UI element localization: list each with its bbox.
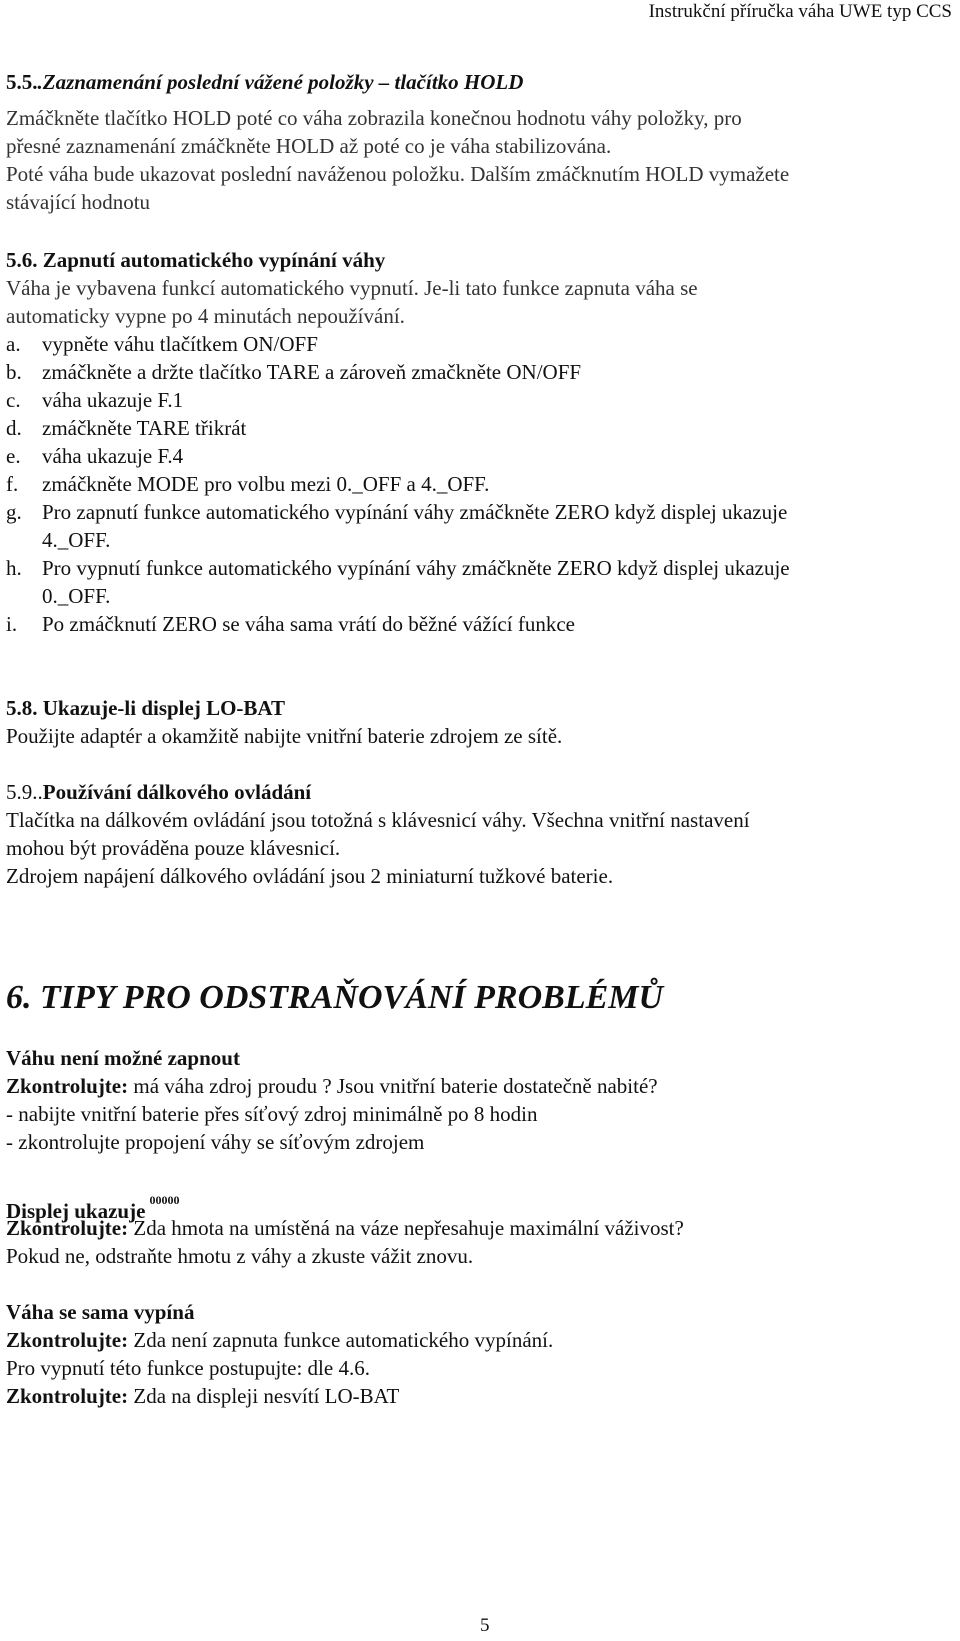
problem-1-heading: Váhu není možné zapnout [6, 1046, 240, 1070]
section-5-5-title: .Zaznamenání poslední vážené položky – tlačítko HOLD [37, 70, 524, 94]
step-text: váha ukazuje F.1 [42, 388, 184, 412]
step-marker: d. [6, 416, 22, 440]
step-item [6, 414, 246, 442]
check-label: Zkontrolujte: [6, 1384, 129, 1408]
check-label: Zkontrolujte: [6, 1074, 129, 1098]
step-item-continuation [6, 526, 110, 554]
section-5-9-title: Používání dálkového ovládání [42, 780, 312, 804]
section-5-9-line: Tlačítka na dálkovém ovládání jsou totožná s klávesnicí váhy. Všechna vnitřní nastavení [6, 808, 750, 832]
problem-3-check-2 [6, 1382, 399, 1410]
step-item [6, 358, 581, 386]
section-5-9-line: Zdrojem napájení dálkového ovládání jsou 2 miniaturní tužkové baterie. [6, 864, 614, 888]
step-text: Pro vypnutí funkce automatického vypínání váhy zmáčkněte ZERO když displej ukazuje [42, 556, 790, 580]
step-text: 4._OFF. [42, 528, 111, 552]
problem-3-line: Pro vypnutí této funkce postupujte: dle 4.6. [6, 1356, 370, 1380]
section-5-6-title: 5.6. Zapnutí automatického vypínání váhy [6, 248, 386, 272]
step-marker: g. [6, 500, 22, 524]
section-5-5-line: Poté váha bude ukazovat poslední naváženou položku. Dalším zmáčknutím HOLD vymažete [6, 162, 790, 186]
step-marker: c. [6, 388, 21, 412]
step-marker: e. [6, 444, 21, 468]
section-5-6-line: automaticky vypne po 4 minutách nepoužívání. [6, 304, 405, 328]
step-marker: h. [6, 556, 22, 580]
problem-2-check [6, 1214, 684, 1242]
display-code: 00000 [149, 1193, 180, 1207]
step-marker: b. [6, 360, 22, 384]
step-item-continuation [6, 582, 110, 610]
step-text: zmáčkněte a držte tlačítko TARE a zároveň zmačkněte ON/OFF [42, 360, 582, 384]
section-5-9-line: mohou být prováděna pouze klávesnicí. [6, 836, 341, 860]
check-text: Zda hmota na umístěná na váze nepřesahuje maximální váživost? [128, 1216, 684, 1240]
check-text: má váha zdroj proudu ? Jsou vnitřní baterie dostatečně nabité? [128, 1074, 658, 1098]
step-text: váha ukazuje F.4 [42, 444, 184, 468]
step-marker: f. [6, 472, 19, 496]
running-header: Instrukční příručka váha UWE typ CCS [648, 1, 952, 22]
step-item [6, 498, 787, 526]
check-label: Zkontrolujte: [6, 1328, 129, 1352]
step-text: Po zmáčknutí ZERO se váha sama vrátí do běžné vážící funkce [42, 612, 575, 636]
section-5-8-title: 5.8. Ukazuje-li displej LO-BAT [6, 696, 286, 720]
chapter-6-title: 6. TIPY PRO ODSTRAŇOVÁNÍ PROBLÉMŮ [6, 979, 664, 1016]
problem-2-heading-text: Displej ukazuje [6, 1199, 146, 1223]
problem-2-line: Pokud ne, odstraňte hmotu z váhy a zkuste vážit znovu. [6, 1244, 474, 1268]
problem-3-heading: Váha se sama vypíná [6, 1300, 195, 1324]
section-5-5-line: Zmáčkněte tlačítko HOLD poté co váha zobrazila konečnou hodnotu váhy položky, pro [6, 106, 742, 130]
section-5-9-heading [6, 778, 311, 806]
step-item [6, 330, 318, 358]
step-text: zmáčkněte TARE třikrát [42, 416, 247, 440]
step-marker: i. [6, 612, 18, 636]
section-5-5-heading [6, 68, 523, 96]
section-5-5-line: přesné zaznamenání zmáčkněte HOLD až poté co je váha stabilizována. [6, 134, 612, 158]
check-label: Zkontrolujte: [6, 1216, 129, 1240]
check-text: Zda není zapnuta funkce automatického vypínání. [128, 1328, 554, 1352]
problem-1-item: - nabijte vnitřní baterie přes síťový zdroj minimálně po 8 hodin [6, 1102, 538, 1126]
step-text: Pro zapnutí funkce automatického vypínání váhy zmáčkněte ZERO když displej ukazuje [42, 500, 788, 524]
page-number: 5 [480, 1615, 490, 1636]
step-item [6, 610, 575, 638]
step-text: vypněte váhu tlačítkem ON/OFF [42, 332, 318, 356]
problem-1-item: - zkontrolujte propojení váhy se síťovým zdrojem [6, 1130, 425, 1154]
step-text: 0._OFF. [42, 584, 111, 608]
section-5-6-line: Váha je vybavena funkcí automatického vypnutí. Je-li tato funkce zapnuta váha se [6, 276, 698, 300]
section-5-8-line: Použijte adaptér a okamžitě nabijte vnitřní baterie zdrojem ze sítě. [6, 724, 563, 748]
step-item [6, 554, 790, 582]
problem-3-check [6, 1326, 553, 1354]
step-item [6, 386, 183, 414]
problem-1-check [6, 1072, 658, 1100]
step-item [6, 470, 489, 498]
check-text: Zda na displeji nesvítí LO-BAT [128, 1384, 400, 1408]
section-5-5-number: 5.5. [6, 70, 38, 94]
step-text: zmáčkněte MODE pro volbu mezi 0._OFF a 4._OFF. [42, 472, 490, 496]
section-5-9-number: 5.9.. [6, 780, 43, 804]
step-marker: a. [6, 332, 21, 356]
step-item [6, 442, 183, 470]
section-5-5-line: stávající hodnotu [6, 190, 151, 214]
